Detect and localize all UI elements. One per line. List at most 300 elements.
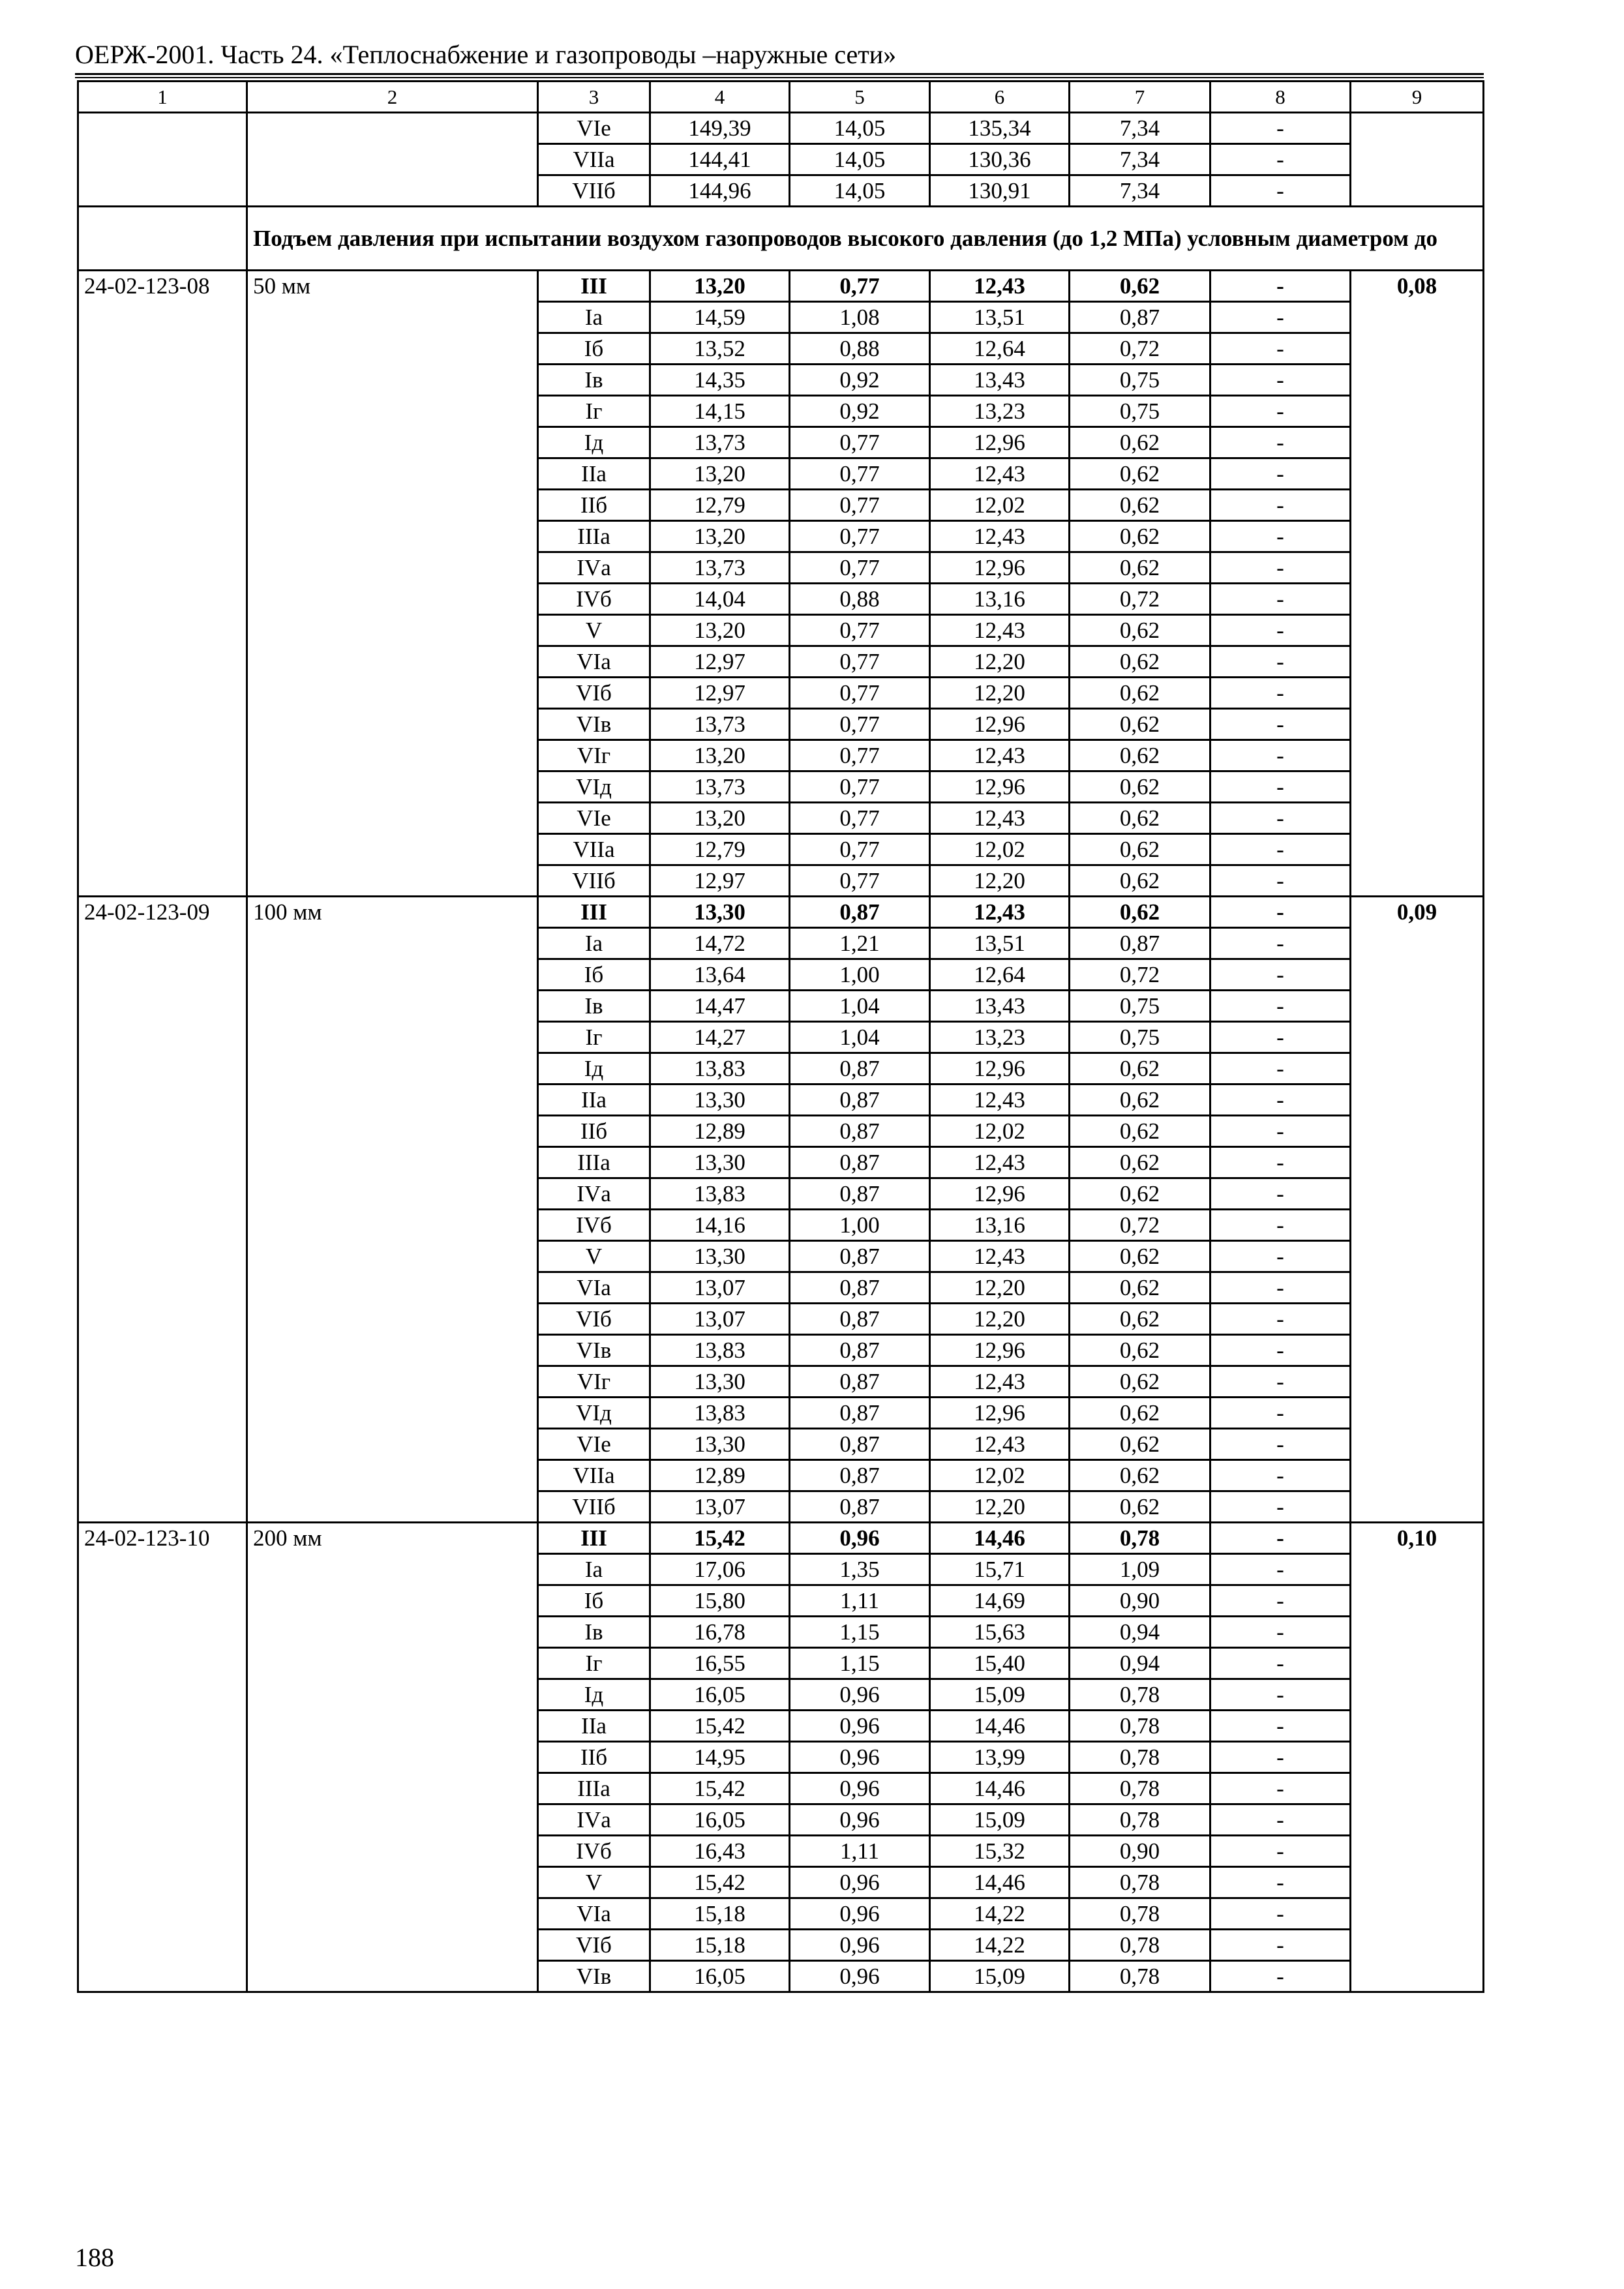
value-cell: 15,40 (930, 1648, 1070, 1679)
value-cell: - (1210, 427, 1351, 458)
value-cell: 14,16 (650, 1210, 790, 1241)
value-cell: 0,96 (790, 1679, 930, 1711)
value-cell: VIд (538, 771, 650, 803)
value-cell: 0,87 (1070, 302, 1210, 333)
value-cell: 13,23 (930, 1022, 1070, 1053)
value-cell: 0,62 (1070, 1366, 1210, 1398)
value-cell: 12,43 (930, 271, 1070, 302)
value-cell: - (1210, 615, 1351, 646)
value-cell: 12,96 (930, 1335, 1070, 1366)
value-cell: 13,73 (650, 552, 790, 584)
value-cell: - (1210, 521, 1351, 552)
value-cell: 14,27 (650, 1022, 790, 1053)
column-numbers-row (78, 82, 1484, 113)
value-cell: 1,09 (1070, 1554, 1210, 1585)
value-cell: 15,09 (930, 1804, 1070, 1836)
value-cell: 144,41 (650, 144, 790, 175)
value-cell: 0,62 (1070, 1398, 1210, 1429)
value-cell: 0,62 (1070, 771, 1210, 803)
value-cell: 0,62 (1070, 1241, 1210, 1272)
value-cell: - (1210, 1523, 1351, 1554)
value-cell: 12,89 (650, 1116, 790, 1147)
col9-value: 0,08 (1351, 271, 1484, 897)
value-cell: - (1210, 928, 1351, 959)
value-cell: VIIб (538, 1491, 650, 1523)
value-cell: - (1210, 1898, 1351, 1930)
value-cell: - (1210, 1585, 1351, 1617)
value-cell: 16,05 (650, 1804, 790, 1836)
value-cell: IIIа (538, 1147, 650, 1178)
value-cell: 12,64 (930, 333, 1070, 365)
value-cell: 0,77 (790, 458, 930, 490)
value-cell: Iд (538, 1053, 650, 1085)
value-cell: 0,78 (1070, 1742, 1210, 1773)
value-cell: - (1210, 584, 1351, 615)
value-cell: 15,71 (930, 1554, 1070, 1585)
value-cell: VIIа (538, 144, 650, 175)
value-cell: 0,62 (1070, 427, 1210, 458)
value-cell: 0,75 (1070, 1022, 1210, 1053)
value-cell: 1,15 (790, 1648, 930, 1679)
value-cell: VIг (538, 1366, 650, 1398)
value-cell: 15,18 (650, 1930, 790, 1961)
value-cell: - (1210, 1272, 1351, 1304)
value-cell: 0,78 (1070, 1898, 1210, 1930)
value-cell: - (1210, 1711, 1351, 1742)
value-cell: - (1210, 1304, 1351, 1335)
value-cell: 0,62 (1070, 1178, 1210, 1210)
value-cell: 0,72 (1070, 1210, 1210, 1241)
value-cell: 12,20 (930, 1491, 1070, 1523)
table-row (78, 897, 1484, 928)
value-cell: 7,34 (1070, 144, 1210, 175)
value-cell: 13,30 (650, 897, 790, 928)
value-cell: VIIб (538, 175, 650, 207)
value-cell: Iв (538, 1617, 650, 1648)
value-cell: 0,87 (790, 897, 930, 928)
value-cell: 14,05 (790, 144, 930, 175)
value-cell: - (1210, 1867, 1351, 1898)
value-cell: 0,87 (790, 1460, 930, 1491)
value-cell: - (1210, 1930, 1351, 1961)
value-cell: - (1210, 865, 1351, 897)
value-cell: 13,51 (930, 928, 1070, 959)
value-cell: 0,62 (1070, 490, 1210, 521)
value-cell: Iг (538, 1648, 650, 1679)
value-cell: 13,64 (650, 959, 790, 991)
value-cell: 0,62 (1070, 615, 1210, 646)
value-cell: 12,64 (930, 959, 1070, 991)
value-cell: 1,15 (790, 1617, 930, 1648)
value-cell: - (1210, 678, 1351, 709)
value-cell: 0,62 (1070, 271, 1210, 302)
value-cell: 12,43 (930, 803, 1070, 834)
value-cell: 12,02 (930, 490, 1070, 521)
rate-code: 24-02-123-09 (78, 897, 247, 1523)
value-cell: 12,79 (650, 834, 790, 865)
value-cell: 16,43 (650, 1836, 790, 1867)
diameter: 50 мм (247, 271, 538, 897)
value-cell: - (1210, 1554, 1351, 1585)
value-cell: III (538, 271, 650, 302)
value-cell: 14,05 (790, 113, 930, 144)
value-cell: - (1210, 1085, 1351, 1116)
column-number-cell: 9 (1351, 82, 1484, 113)
value-cell: 16,55 (650, 1648, 790, 1679)
column-number-cell: 4 (650, 82, 790, 113)
value-cell: - (1210, 1679, 1351, 1711)
value-cell: - (1210, 1116, 1351, 1147)
value-cell: 12,97 (650, 646, 790, 678)
value-cell: Iа (538, 1554, 650, 1585)
diameter-cell (247, 113, 538, 207)
value-cell: 0,77 (790, 646, 930, 678)
value-cell: 13,73 (650, 709, 790, 740)
value-cell: 14,46 (930, 1867, 1070, 1898)
value-cell: 0,78 (1070, 1773, 1210, 1804)
value-cell: 0,77 (790, 521, 930, 552)
value-cell: - (1210, 1617, 1351, 1648)
value-cell: 0,62 (1070, 1429, 1210, 1460)
value-cell: 12,20 (930, 678, 1070, 709)
value-cell: - (1210, 771, 1351, 803)
value-cell: - (1210, 1241, 1351, 1272)
value-cell: - (1210, 1773, 1351, 1804)
value-cell: VIе (538, 113, 650, 144)
value-cell: 1,35 (790, 1554, 930, 1585)
value-cell: 15,09 (930, 1961, 1070, 1992)
value-cell: 0,62 (1070, 1491, 1210, 1523)
value-cell: 15,42 (650, 1523, 790, 1554)
value-cell: 130,36 (930, 144, 1070, 175)
value-cell: 0,77 (790, 678, 930, 709)
code-cell (78, 113, 247, 207)
value-cell: 12,43 (930, 1366, 1070, 1398)
value-cell: 12,43 (930, 1429, 1070, 1460)
value-cell: 13,30 (650, 1241, 790, 1272)
value-cell: 12,43 (930, 740, 1070, 771)
value-cell: VIв (538, 1961, 650, 1992)
value-cell: 0,96 (790, 1523, 930, 1554)
value-cell: IVб (538, 584, 650, 615)
value-cell: 13,52 (650, 333, 790, 365)
value-cell: - (1210, 1648, 1351, 1679)
value-cell: 14,46 (930, 1773, 1070, 1804)
value-cell: 12,96 (930, 709, 1070, 740)
value-cell: 0,87 (790, 1398, 930, 1429)
value-cell: 13,43 (930, 365, 1070, 396)
value-cell: 1,00 (790, 1210, 930, 1241)
value-cell: 0,88 (790, 333, 930, 365)
value-cell: 12,96 (930, 1178, 1070, 1210)
value-cell: 0,77 (790, 740, 930, 771)
value-cell: - (1210, 709, 1351, 740)
value-cell: 12,97 (650, 678, 790, 709)
value-cell: 0,62 (1070, 1460, 1210, 1491)
value-cell: 0,87 (790, 1304, 930, 1335)
value-cell: 0,77 (790, 552, 930, 584)
value-cell: IVа (538, 1804, 650, 1836)
value-cell: 0,62 (1070, 646, 1210, 678)
value-cell: 13,23 (930, 396, 1070, 427)
value-cell: 0,87 (790, 1116, 930, 1147)
value-cell: - (1210, 365, 1351, 396)
value-cell: 0,75 (1070, 365, 1210, 396)
value-cell: - (1210, 897, 1351, 928)
value-cell: 0,77 (790, 615, 930, 646)
value-cell: 0,78 (1070, 1711, 1210, 1742)
value-cell: 13,20 (650, 615, 790, 646)
value-cell: 12,20 (930, 865, 1070, 897)
value-cell: 0,62 (1070, 458, 1210, 490)
value-cell: 16,78 (650, 1617, 790, 1648)
value-cell: - (1210, 1460, 1351, 1491)
value-cell: 14,72 (650, 928, 790, 959)
value-cell: - (1210, 1022, 1351, 1053)
value-cell: 13,16 (930, 584, 1070, 615)
value-cell: 0,77 (790, 271, 930, 302)
value-cell: - (1210, 1836, 1351, 1867)
value-cell: 0,96 (790, 1773, 930, 1804)
value-cell: 1,04 (790, 1022, 930, 1053)
value-cell: 13,83 (650, 1335, 790, 1366)
value-cell: 12,02 (930, 1460, 1070, 1491)
value-cell: Iг (538, 1022, 650, 1053)
value-cell: - (1210, 271, 1351, 302)
value-cell: 1,00 (790, 959, 930, 991)
column-number-cell: 7 (1070, 82, 1210, 113)
value-cell: - (1210, 1335, 1351, 1366)
value-cell: 12,43 (930, 458, 1070, 490)
value-cell: 15,42 (650, 1773, 790, 1804)
value-cell: 0,62 (1070, 1304, 1210, 1335)
value-cell: 0,62 (1070, 897, 1210, 928)
value-cell: IIа (538, 458, 650, 490)
value-cell: 1,11 (790, 1836, 930, 1867)
value-cell: 12,20 (930, 1304, 1070, 1335)
value-cell: 13,30 (650, 1147, 790, 1178)
value-cell: 0,62 (1070, 740, 1210, 771)
value-cell: 13,51 (930, 302, 1070, 333)
value-cell: - (1210, 490, 1351, 521)
value-cell: 14,35 (650, 365, 790, 396)
value-cell: Iв (538, 991, 650, 1022)
value-cell: VIIа (538, 1460, 650, 1491)
column-number-cell: 3 (538, 82, 650, 113)
value-cell: 0,87 (790, 1053, 930, 1085)
value-cell: 12,96 (930, 771, 1070, 803)
value-cell: - (1210, 333, 1351, 365)
value-cell: Iг (538, 396, 650, 427)
value-cell: - (1210, 302, 1351, 333)
value-cell: 15,42 (650, 1867, 790, 1898)
value-cell: 0,62 (1070, 1085, 1210, 1116)
value-cell: IIб (538, 1742, 650, 1773)
value-cell: Iб (538, 1585, 650, 1617)
value-cell: 0,87 (790, 1366, 930, 1398)
value-cell: 1,11 (790, 1585, 930, 1617)
value-cell: 12,97 (650, 865, 790, 897)
value-cell: III (538, 1523, 650, 1554)
value-cell: 0,62 (1070, 709, 1210, 740)
column-number-cell: 8 (1210, 82, 1351, 113)
value-cell: 1,04 (790, 991, 930, 1022)
value-cell: - (1210, 991, 1351, 1022)
value-cell: VIа (538, 1898, 650, 1930)
value-cell: 0,87 (790, 1429, 930, 1460)
value-cell: - (1210, 1053, 1351, 1085)
value-cell: VIа (538, 1272, 650, 1304)
value-cell: 0,62 (1070, 678, 1210, 709)
value-cell: 12,96 (930, 427, 1070, 458)
value-cell: 12,89 (650, 1460, 790, 1491)
value-cell: IIб (538, 490, 650, 521)
value-cell: 16,05 (650, 1679, 790, 1711)
page-number: 188 (75, 2243, 114, 2272)
value-cell: 12,02 (930, 1116, 1070, 1147)
rates-table (77, 80, 1484, 1993)
value-cell: 14,46 (930, 1711, 1070, 1742)
value-cell: 14,04 (650, 584, 790, 615)
value-cell: 13,83 (650, 1398, 790, 1429)
value-cell: 12,96 (930, 552, 1070, 584)
value-cell: 13,83 (650, 1178, 790, 1210)
value-cell: VIд (538, 1398, 650, 1429)
value-cell: 0,92 (790, 365, 930, 396)
value-cell: 0,62 (1070, 1335, 1210, 1366)
value-cell: VIIб (538, 865, 650, 897)
value-cell: 0,96 (790, 1961, 930, 1992)
col9-value: 0,10 (1351, 1523, 1484, 1992)
value-cell: 0,77 (790, 709, 930, 740)
value-cell: 0,94 (1070, 1617, 1210, 1648)
value-cell: - (1210, 1429, 1351, 1460)
value-cell: 0,96 (790, 1711, 930, 1742)
value-cell: 12,20 (930, 646, 1070, 678)
value-cell: - (1210, 396, 1351, 427)
value-cell: 0,62 (1070, 1272, 1210, 1304)
value-cell: - (1210, 1398, 1351, 1429)
value-cell: 12,43 (930, 1241, 1070, 1272)
value-cell: 0,96 (790, 1804, 930, 1836)
value-cell: 0,78 (1070, 1930, 1210, 1961)
value-cell: VIа (538, 646, 650, 678)
value-cell: 0,77 (790, 771, 930, 803)
header-rule (75, 73, 1484, 75)
value-cell: 16,05 (650, 1961, 790, 1992)
value-cell: 0,62 (1070, 865, 1210, 897)
value-cell: 0,78 (1070, 1679, 1210, 1711)
value-cell: 0,96 (790, 1867, 930, 1898)
value-cell: VIIа (538, 834, 650, 865)
value-cell: 14,22 (930, 1898, 1070, 1930)
value-cell: IIIа (538, 521, 650, 552)
value-cell: 0,72 (1070, 584, 1210, 615)
value-cell: 14,46 (930, 1523, 1070, 1554)
value-cell: 12,79 (650, 490, 790, 521)
value-cell: - (1210, 552, 1351, 584)
value-cell: IIIа (538, 1773, 650, 1804)
value-cell: 15,32 (930, 1836, 1070, 1867)
value-cell: 1,08 (790, 302, 930, 333)
value-cell: 0,77 (790, 803, 930, 834)
value-cell: 0,90 (1070, 1585, 1210, 1617)
value-cell: 0,87 (790, 1272, 930, 1304)
value-cell: - (1210, 1147, 1351, 1178)
value-cell: Iа (538, 928, 650, 959)
value-cell: - (1210, 1210, 1351, 1241)
value-cell: 13,30 (650, 1429, 790, 1460)
value-cell: 15,80 (650, 1585, 790, 1617)
value-cell: 0,62 (1070, 1053, 1210, 1085)
value-cell: 0,96 (790, 1898, 930, 1930)
column-number-cell: 1 (78, 82, 247, 113)
value-cell: - (1210, 458, 1351, 490)
value-cell: 12,43 (930, 521, 1070, 552)
value-cell: 0,87 (790, 1178, 930, 1210)
value-cell: Iб (538, 333, 650, 365)
value-cell: 12,43 (930, 615, 1070, 646)
value-cell: 12,20 (930, 1272, 1070, 1304)
value-cell: 13,20 (650, 740, 790, 771)
value-cell: 0,90 (1070, 1836, 1210, 1867)
table-body (78, 82, 1484, 1992)
value-cell: 0,62 (1070, 521, 1210, 552)
value-cell: 0,62 (1070, 803, 1210, 834)
value-cell: 13,07 (650, 1304, 790, 1335)
value-cell: 14,15 (650, 396, 790, 427)
value-cell: III (538, 897, 650, 928)
value-cell: 13,07 (650, 1272, 790, 1304)
value-cell: VIв (538, 709, 650, 740)
value-cell: 144,96 (650, 175, 790, 207)
section-title-row (78, 207, 1484, 271)
value-cell: Iб (538, 959, 650, 991)
value-cell: 13,43 (930, 991, 1070, 1022)
value-cell: 15,42 (650, 1711, 790, 1742)
value-cell: 15,18 (650, 1898, 790, 1930)
value-cell: 15,09 (930, 1679, 1070, 1711)
value-cell: 0,77 (790, 865, 930, 897)
value-cell: 1,21 (790, 928, 930, 959)
value-cell: 0,94 (1070, 1648, 1210, 1679)
value-cell: IVб (538, 1836, 650, 1867)
col9-cell (1351, 113, 1484, 207)
value-cell: 13,73 (650, 771, 790, 803)
header-rule-thin (75, 77, 1484, 78)
value-cell: VIб (538, 678, 650, 709)
value-cell: 13,20 (650, 271, 790, 302)
section-title: Подъем давления при испытании воздухом газопроводов высокого давления (до 1,2 МПа) условным диаметром до (247, 207, 1484, 271)
value-cell: 0,77 (790, 427, 930, 458)
value-cell: 0,62 (1070, 1116, 1210, 1147)
value-cell: 17,06 (650, 1554, 790, 1585)
diameter: 200 мм (247, 1523, 538, 1992)
value-cell: - (1210, 1366, 1351, 1398)
value-cell: 13,83 (650, 1053, 790, 1085)
value-cell: 0,78 (1070, 1804, 1210, 1836)
value-cell: - (1210, 834, 1351, 865)
value-cell: 0,88 (790, 584, 930, 615)
value-cell: 12,02 (930, 834, 1070, 865)
value-cell: IIа (538, 1085, 650, 1116)
section-title-blank (78, 207, 247, 271)
column-number-cell: 5 (790, 82, 930, 113)
value-cell: 7,34 (1070, 175, 1210, 207)
value-cell: 0,75 (1070, 396, 1210, 427)
page-header-title: ОЕРЖ-2001. Часть 24. «Теплоснабжение и газопроводы –наружные сети» (75, 40, 897, 69)
value-cell: 14,69 (930, 1585, 1070, 1617)
